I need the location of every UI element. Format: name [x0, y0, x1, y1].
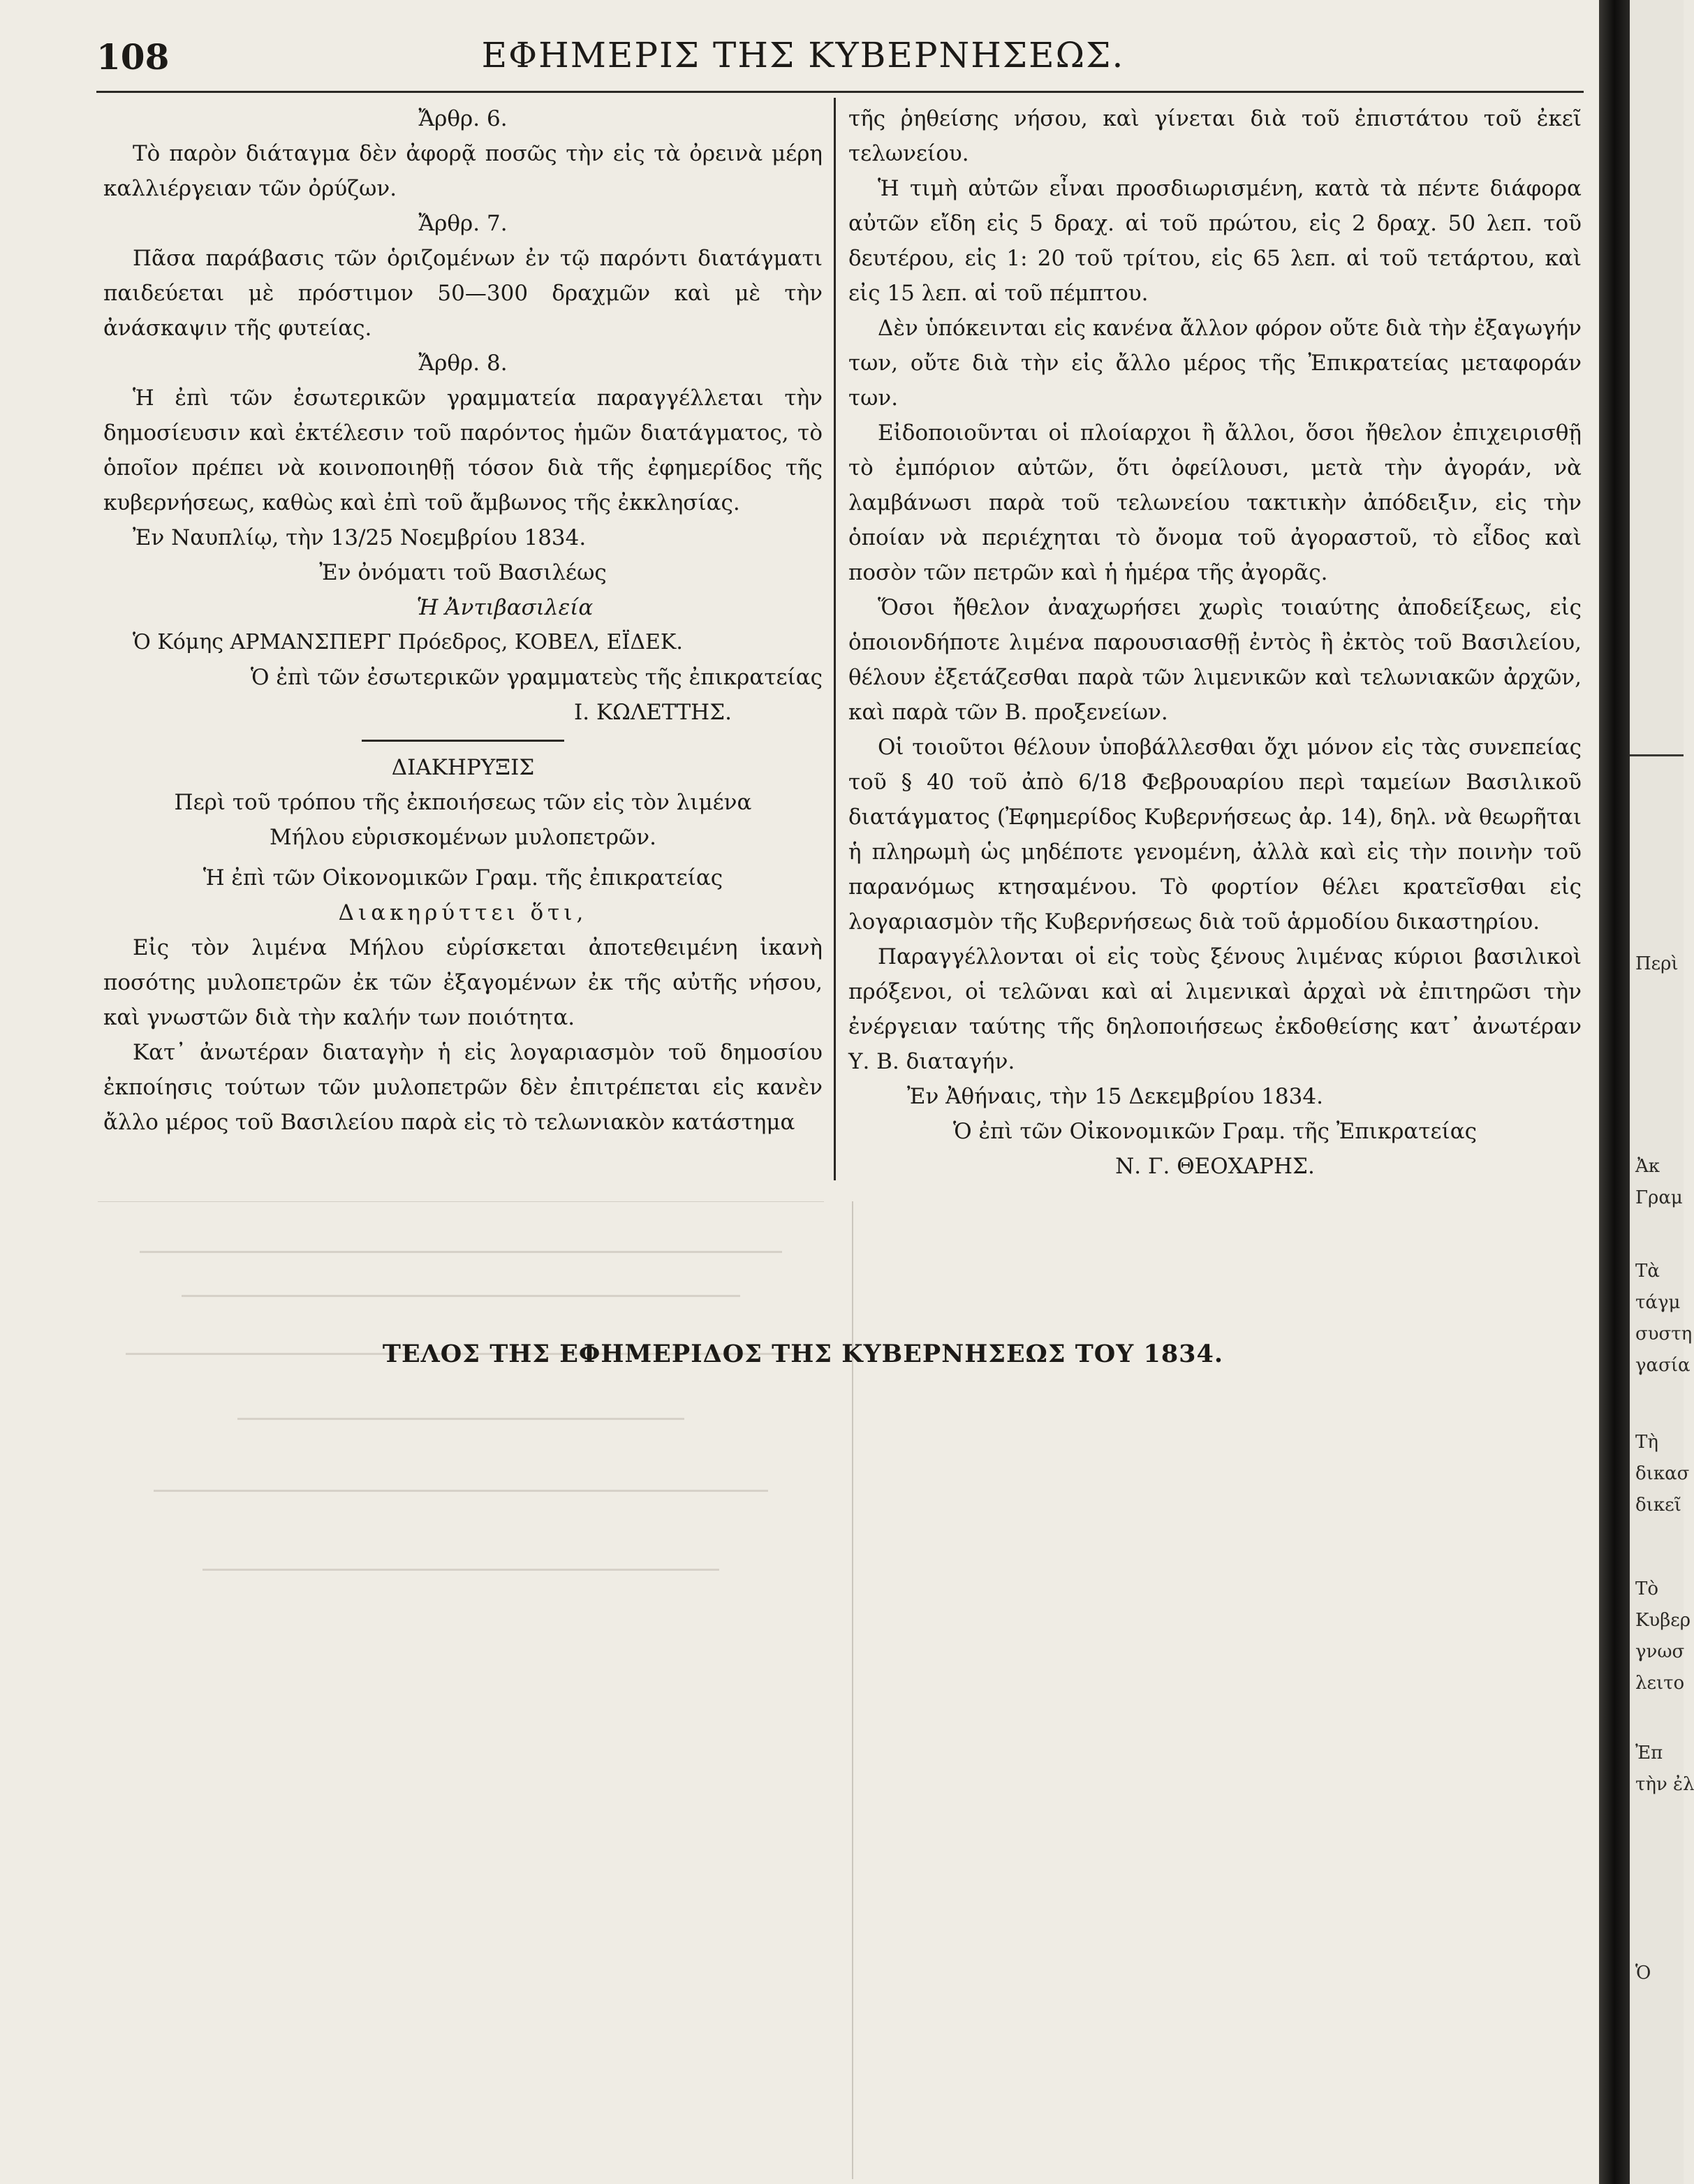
regency-label: Ἡ Ἀντιβασιλεία [416, 595, 594, 620]
page-number: 108 [96, 36, 170, 78]
notice-paragraph-2: Κατ᾽ ἀνωτέραν διαταγὴν ἡ εἰς λογαριασμὸν τοῦ δημοσίου ἐκποίησις τούτων τῶν μυλοπετρῶν δὲν ἐπιτρέπεται εἰς κανὲν ἄλλο μέρος τοῦ Βασιλείου παρὰ εἰς τὸ τελωνιακὸν κατάστημα [103, 1040, 823, 1135]
article-6-text: Τὸ παρὸν διάταγμα δὲν ἀφορᾷ ποσῶς τὴν εἰς τὰ ὀρεινὰ μέρη καλλιέργειαν τῶν ὀρύζων. [103, 141, 823, 201]
notice-heading: ΔΙΑΚΗΡΥΞΙΣ [391, 755, 535, 780]
next-page-fragment: Ὁ [1635, 1963, 1651, 1984]
next-page-fragment: Ἐπ [1635, 1743, 1663, 1764]
tax-paragraph: Δὲν ὑπόκεινται εἰς κανένα ἄλλον φόρον οὔτε διὰ τὴν ἐξαγωγήν των, οὔτε διὰ τὴν εἰς ἄλλο μέρος τῆς Ἐπικρατείας μεταφοράν των. [848, 316, 1582, 411]
regency-signatories: Ὁ Κόμης ΑΡΜΑΝΣΠΕΡΓ Πρόεδρος, ΚΟΒΕΛ, ΕΪΔΕΚ. [133, 630, 683, 654]
next-page-edge [1630, 0, 1694, 2184]
notice-place-date: Ἐν Ἀθήναις, τὴν 15 Δεκεμβρίου 1834. [907, 1084, 1323, 1109]
newspaper-title: ΕΦΗΜΕΡΙΣ ΤΗΣ ΚΥΒΕΡΝΗΣΕΩΣ. [481, 35, 1125, 75]
next-page-fragment: Κυβερ [1635, 1610, 1691, 1631]
bleed-through-texture [98, 1187, 824, 2165]
book-spine [1599, 0, 1630, 2184]
next-page-fragment: δικασ [1635, 1463, 1690, 1484]
decree-place-date: Ἐν Ναυπλίῳ, τὴν 13/25 Νοεμβρίου 1834. [133, 525, 587, 550]
next-page-fragment: Περὶ [1635, 953, 1679, 974]
notice-subtitle-line1: Περὶ τοῦ τρόπου τῆς ἐκποιήσεως τῶν εἰς τὸν λιμένα [174, 790, 752, 815]
article-8-text: Ἡ ἐπὶ τῶν ἐσωτερικῶν γραμματεία παραγγέλλεται τὴν δημοσίευσιν καὶ ἐκτέλεσιν τοῦ παρόντος ἡμῶν διατάγματος, τὸ ὁποῖον πρέπει νὰ κοινοποιηθῇ τόσον διὰ τῆς ἐφημερίδος τῆς κυβερνήσεως, καθὼς καὶ ἐπὶ τοῦ ἄμβωνος τῆς ἐκκλησίας. [103, 386, 823, 515]
next-page-fragment: λειτο [1635, 1673, 1685, 1694]
header-rule [96, 91, 1584, 93]
next-page-fragment: Ἀκ [1635, 1156, 1660, 1177]
article-7-text: Πᾶσα παράβασις τῶν ὁριζομένων ἐν τῷ παρόντι διατάγματι παιδεύεται μὲ πρόστιμον 50—300 δραχμῶν καὶ μὲ τὴν ἀνάσκαψιν τῆς φυτείας. [103, 246, 823, 341]
next-page-fragment: Τὸ [1635, 1578, 1658, 1599]
right-column [848, 101, 1582, 1184]
consuls-paragraph: Παραγγέλλονται οἱ εἰς τοὺς ξένους λιμένας κύριοι βασιλικοὶ πρόξενοι, οἱ τελῶναι καὶ αἱ λιμενικαὶ ἀρχαὶ νὰ ἐπιτηρῶσι τὴν ἐνέργειαν ταύτης τῆς δηλοποιήσεως ἐκδοθείσης κατ᾽ ἀνωτέραν Υ. Β. διαταγήν. [848, 944, 1582, 1074]
secretary-name: Ι. ΚΩΛΕΤΤΗΣ. [574, 700, 732, 725]
column-divider [834, 98, 836, 1180]
next-page-rule [1630, 754, 1684, 756]
left-column [103, 101, 823, 1140]
section-divider [362, 740, 564, 742]
signatory-title: Ὁ ἐπὶ τῶν Οἰκονομικῶν Γραμ. τῆς Ἐπικρατείας [952, 1119, 1478, 1144]
penalty-paragraph: Οἱ τοιοῦτοι θέλουν ὑποβάλλεσθαι ὄχι μόνον εἰς τὰς συνεπείας τοῦ § 40 τοῦ ἀπὸ 6/18 Φεβρουαρίου περὶ ταμείων Βασιλικοῦ διατάγματος (Ἐφημερίδος Κυβερνήσεως ἀρ. 14), δηλ. νὰ θεωρῆται ἡ πληρωμὴ ὡς μηδέποτε γενομένη, ἀλλὰ καὶ εἰς τὴν ποινὴν τοῦ παρανόμως κτησαμένου. Τὸ φορτίον θέλει κρατεῖσθαι εἰς λογαριασμὸν τῆς Κυβερνήσεως διὰ τοῦ ἁρμοδίου δικαστηρίου. [848, 735, 1582, 935]
continued-paragraph: τῆς ῥηθείσης νήσου, καὶ γίνεται διὰ τοῦ ἐπιστάτου τοῦ ἐκεῖ τελωνείου. [848, 106, 1582, 166]
next-page-fragment: τὴν ἐλ [1635, 1774, 1694, 1795]
signatory-name: Ν. Γ. ΘΕΟΧΑΡΗΣ. [1115, 1154, 1315, 1179]
notice-subtitle-line2: Μήλου εὑρισκομένων μυλοπετρῶν. [270, 825, 656, 850]
price-paragraph: Ἡ τιμὴ αὐτῶν εἶναι προσδιωρισμένη, κατὰ τὰ πέντε διάφορα αὐτῶν εἴδη εἰς 5 δραχ. αἱ τοῦ πρώτου, εἰς 2 δραχ. 50 λεπ. τοῦ δευτέρου, εἰς 1: 20 τοῦ τρίτου, εἰς 65 λεπ. αἱ τοῦ τετάρτου, καὶ εἰς 15 λεπ. αἱ τοῦ πέμπτου. [848, 176, 1582, 306]
next-page-fragment: γνωσ [1635, 1641, 1685, 1662]
secretary-title: Ὁ ἐπὶ τῶν ἐσωτερικῶν γραμματεὺς τῆς ἐπικρατείας [250, 665, 823, 690]
next-page-fragment: συστη [1635, 1324, 1693, 1344]
article-8-heading: Ἄρθρ. 8. [418, 351, 508, 376]
article-6-heading: Ἄρθρ. 6. [418, 106, 508, 131]
next-page-fragment: Γραμ [1635, 1187, 1683, 1208]
next-page-fragment: Τὴ [1635, 1432, 1658, 1453]
next-page-fragment: γασία [1635, 1355, 1691, 1376]
end-of-year-title: ΤΕΛΟΣ ΤΗΣ ΕΦΗΜΕΡΙΔΟΣ ΤΗΣ ΚΥΒΕΡΝΗΣΕΩΣ ΤΟΥ 1834. [382, 1340, 1224, 1368]
next-page-fragment: Τὰ [1635, 1261, 1660, 1282]
captains-paragraph: Εἰδοποιοῦνται οἱ πλοίαρχοι ἢ ἄλλοι, ὅσοι ἤθελον ἐπιχειρισθῇ τὸ ἐμπόριον αὐτῶν, ὅτι ὀφείλουσι, μετὰ τὴν ἀγοράν, νὰ λαμβάνωσι παρὰ τοῦ τελωνείου τακτικὴν ἀπόδειξιν, εἰς τὴν ὁποίαν νὰ περιέχηται τὸ ὄνομα τοῦ ἀγοραστοῦ, τὸ εἶδος καὶ ποσὸν τῶν πετρῶν καὶ ἡ ἡμέρα τῆς ἀγορᾶς. [848, 420, 1582, 585]
article-7-heading: Ἄρθρ. 7. [418, 211, 508, 236]
notice-proclaims: Διακηρύττει ὅτι, [338, 900, 588, 925]
next-page-fragment: τάγμ [1635, 1292, 1681, 1313]
departure-paragraph: Ὅσοι ἤθελον ἀναχωρήσει χωρὶς τοιαύτης ἀποδείξεως, εἰς ὁποιονδήποτε λιμένα παρουσιασθῇ ἐντὸς ἢ ἐκτὸς τοῦ Βασιλείου, θέλουν ἐξετάζεσθαι παρὰ τῶν λιμενικῶν καὶ τελωνιακῶν ἀρχῶν, καὶ παρὰ τῶν Β. προξενείων. [848, 595, 1582, 725]
in-name-of-king: Ἐν ὀνόματι τοῦ Βασιλέως [319, 560, 607, 585]
notice-paragraph-1: Εἰς τὸν λιμένα Μήλου εὑρίσκεται ἀποτεθειμένη ἱκανὴ ποσότης μυλοπετρῶν ἐκ τῶν ἐξαγομένων ἐκ τῆς αὐτῆς νήσου, καὶ γνωστῶν διὰ τὴν καλήν των ποιότητα. [103, 935, 823, 1030]
next-page-fragment: δικεῖ [1635, 1495, 1681, 1516]
notice-issuer: Ἡ ἐπὶ τῶν Οἰκονομικῶν Γραμ. τῆς ἐπικρατείας [202, 865, 723, 891]
